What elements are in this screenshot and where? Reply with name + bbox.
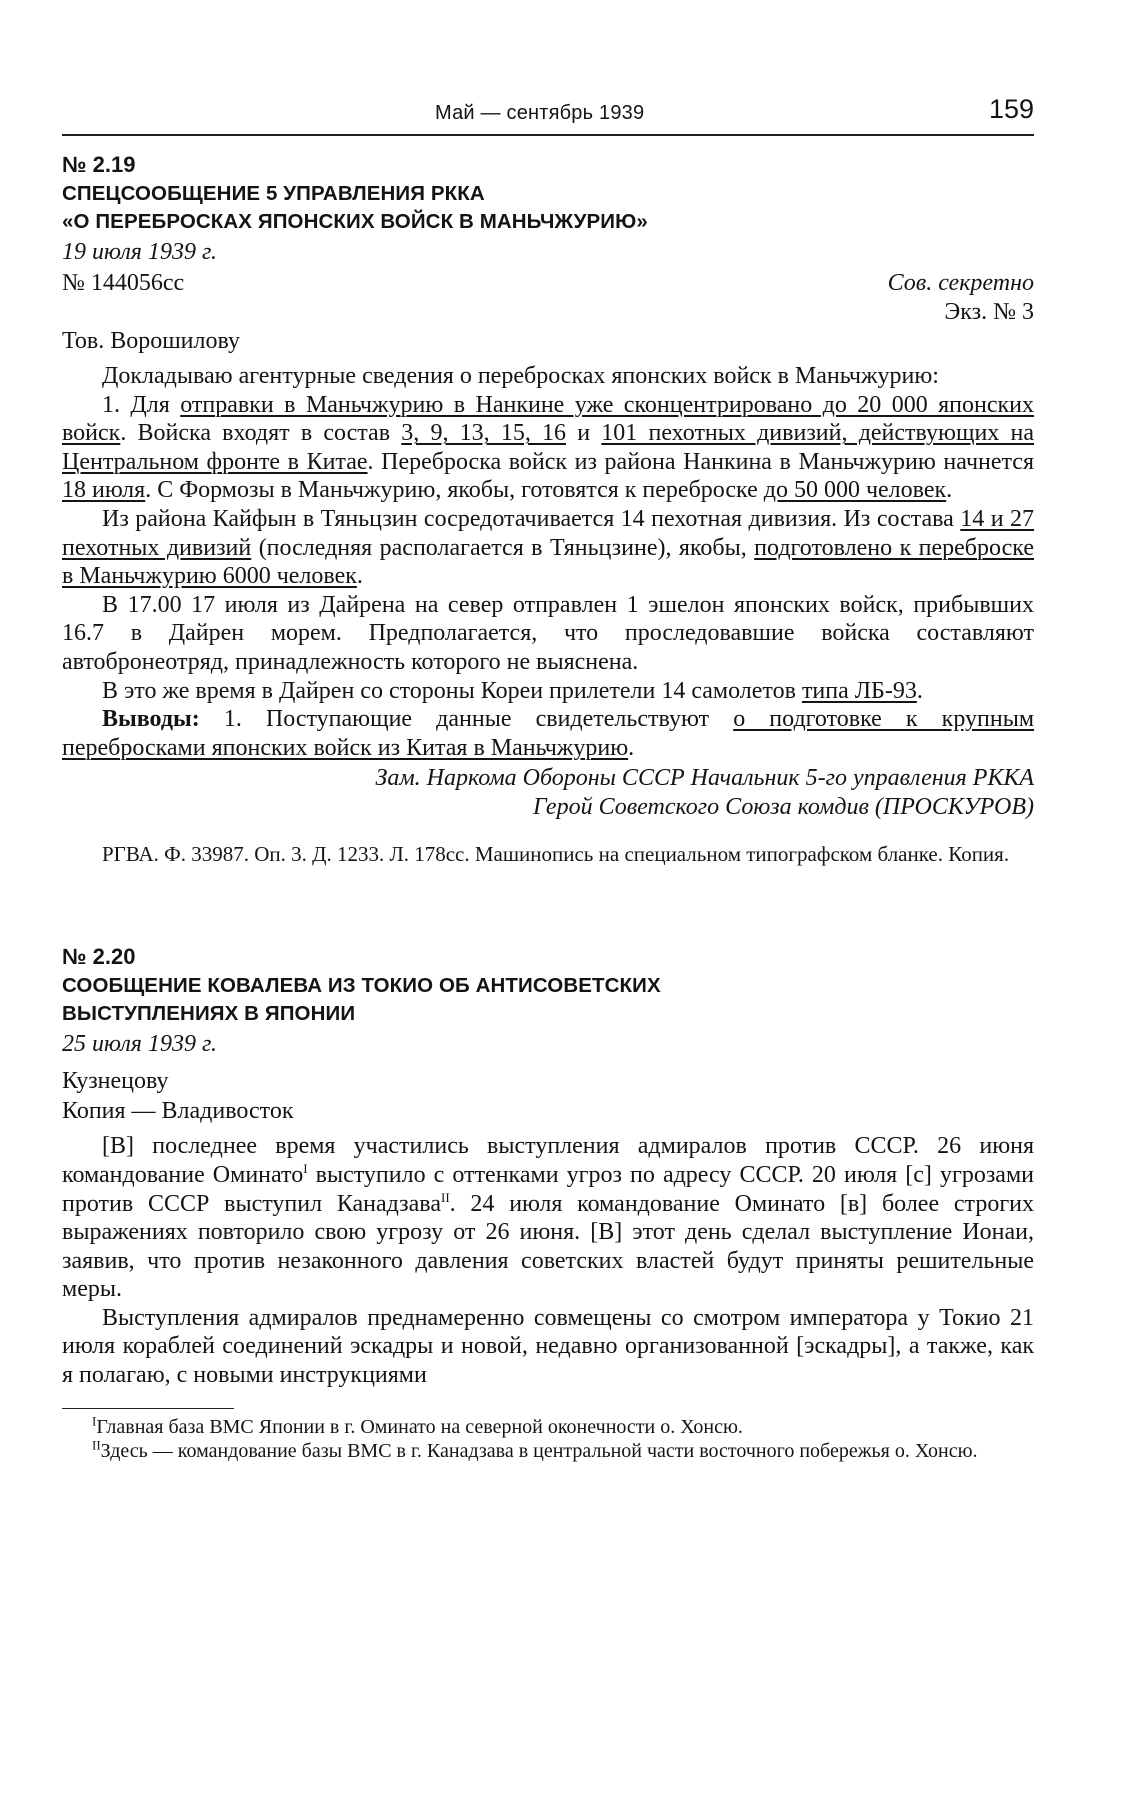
signature-line2: Герой Советского Союза комдив (ПРОСКУРОВ) <box>532 794 1034 821</box>
archive-source: РГВА. Ф. 33987. Оп. 3. Д. 1233. Л. 178сс. Машинопись на специальном типографском бланке. Копия. <box>102 842 1010 867</box>
footnote-separator <box>62 1408 234 1409</box>
addressee-copy: Копия — Владивосток <box>62 1098 294 1125</box>
paragraph: В это же время в Дайрен со стороны Кореи прилетели 14 самолетов типа ЛБ-93. <box>102 677 923 704</box>
addressee: Тов. Ворошилову <box>62 328 241 354</box>
doc-number: № 2.20 <box>62 944 136 970</box>
paragraph: Выступления адмиралов преднамеренно совмещены со смотром императора у Токио 21 июля кораблей соединений эскадры и новой, недавно организованной [эскадры], а также, как я полагаю, с новыми инструкциями <box>62 1304 1034 1389</box>
doc-heading-line1: СПЕЦСООБЩЕНИЕ 5 УПРАВЛЕНИЯ РККА <box>62 182 485 205</box>
classification-label: Сов. секретно <box>887 270 1034 296</box>
doc-heading-line1: СООБЩЕНИЕ КОВАЛЕВА ИЗ ТОКИО ОБ АНТИСОВЕТСКИХ <box>62 974 661 998</box>
paragraph: Докладываю агентурные сведения о перебросках японских войск в Маньчжурию: <box>102 363 939 389</box>
copy-number: Экз. № 3 <box>944 299 1034 325</box>
doc-number: № 2.19 <box>62 152 136 177</box>
document-page <box>62 92 1034 1463</box>
signature-line1: Зам. Наркома Обороны СССР Начальник 5-го управления РККА <box>375 765 1034 792</box>
paragraph: 1. Для отправки в Маньчжурию в Нанкине уже сконцентрировано до 20 000 японских войск. Войска входят в состав 3, 9, 13, 15, 16 и 101 пехотных дивизий, действующих на Центральном фронте в Китае. Переброска войск из района Нанкина в Маньчжурию начнется 18 июля. С Формозы в Маньчжурию, якобы, готовятся к переброске до 50 000 человек. <box>62 391 1035 504</box>
paragraph: Выводы: 1. Поступающие данные свидетельствуют о подготовке к крупным перебросками японских войск из Китая в Маньчжурию. <box>62 706 1034 761</box>
footnote-ref: II <box>440 1189 450 1205</box>
registration-number: № 144056сс <box>62 270 185 296</box>
footnote: $^I$Главная база ВМС Японии в г. Оминато на северной оконечности о. Хонсю. <box>92 1413 743 1438</box>
footnote: $^{II}$Здесь — командование базы ВМС в г. Канадзава в центральной части восточного побережья о. Хонсю. <box>92 1437 978 1462</box>
doc-date: 25 июля 1939 г. <box>62 1031 217 1058</box>
paragraph: Из района Кайфын в Тяньцзин сосредотачивается 14 пехотная дивизия. Из состава 14 и 27 пехотных дивизий (последняя располагается в Тяньцзине), якобы, подготовлено к переброске в Маньчжурию 6000 человек. <box>62 505 1035 590</box>
document-2-19 <box>62 150 1034 867</box>
running-header <box>62 92 1034 136</box>
doc-heading-line2: «О ПЕРЕБРОСКАХ ЯПОНСКИХ ВОЙСК В МАНЬЧЖУРИЮ» <box>62 210 648 233</box>
paragraph: [В] последнее время участились выступления адмиралов против СССР. 26 июня командование Оминато$^I$ выступило с оттенками угроз по адресу СССР. 20 июля [с] угрозами против СССР выступил Канадзава$^{II}$. 24 июля командование Оминато [в] более строгих выражениях повторило свою угрозу от 26 июня. [В] этот день сделал выступление Ионаи, заявив, что против незаконного давления советских властей будут приняты решительные меры. <box>62 1133 1035 1303</box>
running-title: Май — сентябрь 1939 <box>435 102 645 124</box>
page-number: 159 <box>988 94 1034 124</box>
document-2-20 <box>62 942 1034 1389</box>
addressee: Кузнецову <box>62 1068 169 1095</box>
paragraph: В 17.00 17 июля из Дайрена на север отправлен 1 эшелон японских войск, прибывших 16.7 в Дайрен морем. Предполагается, что проследовавшие войска составляют автобронеотряд, принадлежность которого не выяснена. <box>62 591 1034 675</box>
doc-date: 19 июля 1939 г. <box>62 239 217 265</box>
doc-heading-line2: ВЫСТУПЛЕНИЯХ В ЯПОНИИ <box>62 1002 356 1026</box>
footnote-ref: I <box>303 1160 308 1176</box>
registration-row <box>62 268 1034 298</box>
